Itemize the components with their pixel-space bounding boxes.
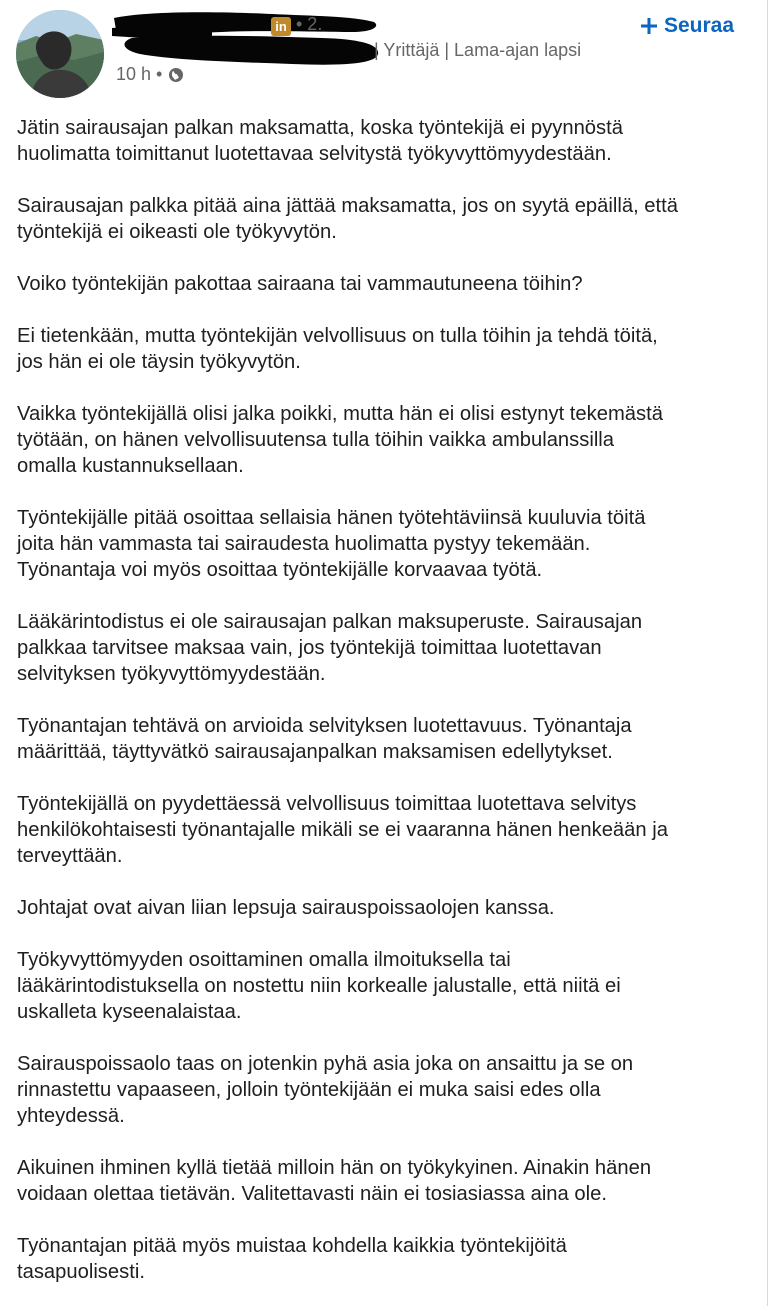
- author-headline: | Yrittäjä | Lama-ajan lapsi: [374, 40, 582, 60]
- post-paragraph: Ei tietenkään, mutta työntekijän velvollisuus on tulla töihin ja tehdä töitä, jos hän ei ole täysin työkyvytön.: [17, 325, 658, 373]
- post-paragraph: Aikuinen ihminen kyllä tietää milloin hän on työkykyinen. Ainakin hänen voidaan olettaa tietävän. Valitettavasti näin ei tosiasiassa aina ole.: [17, 1157, 652, 1205]
- post-paragraph: Voiko työntekijän pakottaa sairaana tai vammautuneena töihin?: [17, 273, 583, 295]
- post-paragraph: Vaikka työntekijällä olisi jalka poikki, mutta hän ei olisi estynyt tekemästä työtään, on hänen velvollisuutensa tulla töihin vaikka ambulanssilla omalla kustannuksellaan.: [17, 403, 663, 477]
- follow-button[interactable]: [640, 14, 734, 38]
- post-meta: [116, 64, 184, 85]
- post-paragraph: Sairauspoissaolo taas on jotenkin pyhä asia joka on ansaittu ja se on rinnastettu vapaaseen, jolloin työntekijään ei muka saisi edes olla yhteydessä.: [17, 1053, 634, 1127]
- globe-icon: [168, 67, 184, 83]
- redacted-author-name: [112, 8, 382, 68]
- post-paragraph: Työnantajan pitää myös muistaa kohdella kaikkia työntekijöitä tasapuolisesti.: [17, 1235, 567, 1283]
- post-paragraph: Sairausajan palkka pitää aina jättää maksamatta, jos on syytä epäillä, että työntekijä ei oikeasti ole työkyvytön.: [17, 195, 678, 243]
- post-paragraph: Työnantajan tehtävä on arvioida selvityksen luotettavuus. Työnantaja määrittää, täyttyvätkö sairausajanpalkan maksamisen edellytykset.: [17, 715, 632, 763]
- post-header: [0, 0, 768, 100]
- author-avatar[interactable]: [16, 10, 104, 98]
- avatar-image: [16, 10, 104, 98]
- linkedin-icon: in: [271, 17, 291, 36]
- post-paragraph: Työntekijälle pitää osoittaa sellaisia hänen työtehtäviinsä kuuluvia töitä joita hän vammasta tai sairaudesta huolimatta pystyy tekemään. Työnantaja voi myös osoittaa työntekijälle korvaavaa työtä.: [17, 507, 646, 581]
- post-paragraph: Lääkärintodistus ei ole sairausajan palkan maksuperuste. Sairausajan palkkaa tarvitsee maksaa vain, jos työntekijä toimittaa luotettavan selvityksen työkyvyttömyydestään.: [17, 611, 643, 685]
- connection-degree: • 2.: [296, 14, 323, 34]
- post-paragraph: Työntekijällä on pyydettäessä velvollisuus toimittaa luotettava selvitys henkilökohtaisesti työnantajalle mikäli se ei vaaranna hänen henkeään ja terveyttään.: [17, 793, 668, 867]
- post-paragraph: Johtajat ovat aivan liian lepsuja sairauspoissaolojen kanssa.: [17, 897, 555, 919]
- post-body: [17, 115, 752, 1311]
- post-paragraph: Työkyvyttömyyden osoittaminen omalla ilmoituksella tai lääkärintodistuksella on nostettu niin korkealle jalustalle, että niitä ei uskalleta kyseenalaistaa.: [17, 949, 621, 1023]
- post-paragraph: Jätin sairausajan palkan maksamatta, koska työntekijä ei pyynnöstä huolimatta toimittanut luotettavaa selvitystä työkyvyttömyydestään.: [17, 117, 623, 165]
- follow-label: Seuraa: [663, 14, 734, 37]
- plus-icon: [640, 17, 658, 35]
- post-time: 10 h •: [116, 64, 163, 84]
